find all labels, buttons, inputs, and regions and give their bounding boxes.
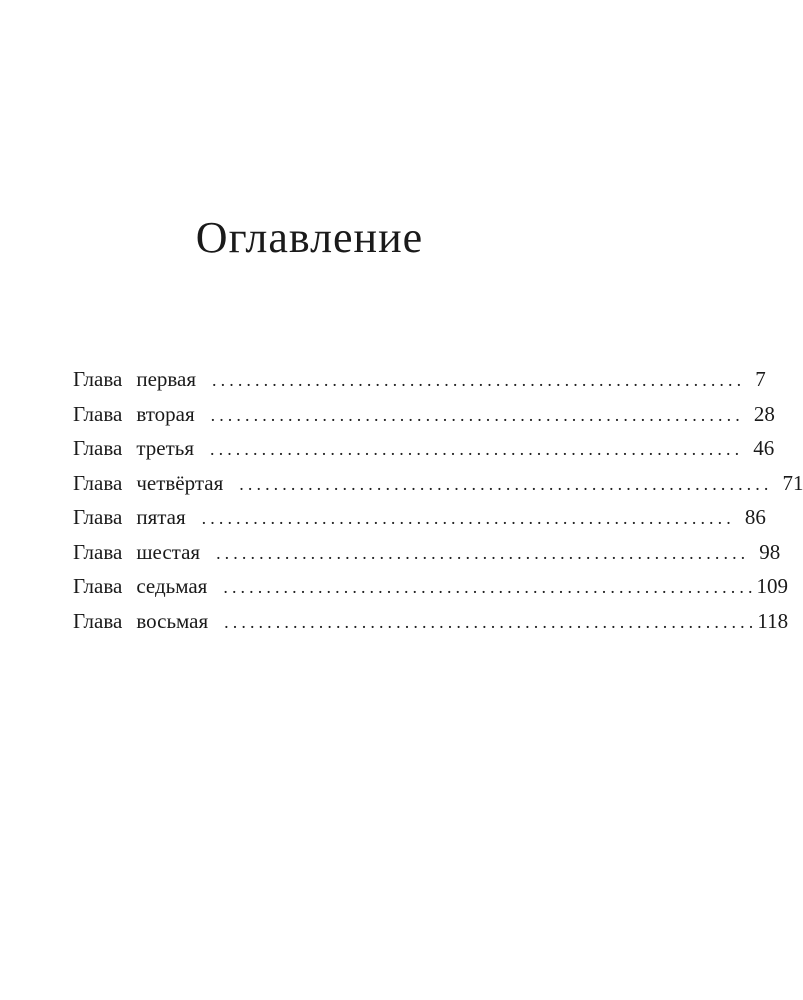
toc-entry-2[interactable] — [73, 397, 775, 432]
toc-page-number: 86 — [744, 505, 766, 529]
toc-page-number: 46 — [753, 436, 775, 460]
toc-page-number: 71 — [782, 470, 803, 495]
toc-dot-leader: .............................................................. — [201, 508, 735, 528]
toc-page-number: 28 — [753, 401, 775, 426]
toc-chapter-name: четвёртая — [136, 470, 224, 495]
toc-dot-leader: .............................................................. — [210, 439, 744, 459]
toc-chapter-name: третья — [136, 436, 194, 460]
toc-chapter-label: Глава — [73, 470, 123, 495]
toc-chapter-label: Глава — [73, 401, 123, 426]
toc-dot-leader: .............................................................. — [210, 404, 744, 425]
toc-dot-leader: .............................................................. — [224, 611, 758, 632]
toc-chapter-name: пятая — [136, 505, 186, 529]
page-title: Оглавление — [195, 213, 424, 262]
toc-chapter-name: вторая — [136, 401, 195, 426]
toc-chapter-name: седьмая — [136, 574, 208, 598]
toc-dot-leader: .............................................................. — [212, 370, 746, 390]
toc-chapter-label: Глава — [73, 574, 123, 598]
toc-chapter-name: шестая — [136, 539, 201, 564]
toc-entry-3[interactable] — [73, 431, 775, 466]
toc-entry-5[interactable] — [73, 500, 766, 535]
toc-chapter-name: первая — [136, 367, 197, 391]
toc-entry-7[interactable] — [73, 569, 789, 604]
table-of-contents — [73, 362, 803, 638]
toc-page-number: 118 — [757, 608, 789, 633]
toc-page-number: 98 — [759, 539, 781, 564]
toc-dot-leader: .............................................................. — [223, 577, 757, 597]
toc-chapter-label: Глава — [73, 608, 123, 633]
toc-entry-1[interactable] — [73, 362, 766, 397]
toc-dot-leader: .............................................................. — [239, 473, 773, 494]
toc-entry-4[interactable] — [73, 466, 803, 501]
toc-chapter-label: Глава — [73, 436, 123, 460]
toc-page-number: 109 — [756, 574, 789, 598]
toc-page-number: 7 — [755, 367, 766, 391]
toc-chapter-label: Глава — [73, 367, 123, 391]
toc-dot-leader: .............................................................. — [216, 542, 750, 563]
toc-chapter-label: Глава — [73, 505, 123, 529]
toc-chapter-name: восьмая — [136, 608, 209, 633]
toc-entry-6[interactable] — [73, 535, 781, 570]
toc-entry-8[interactable] — [73, 604, 789, 639]
toc-chapter-label: Глава — [73, 539, 123, 564]
